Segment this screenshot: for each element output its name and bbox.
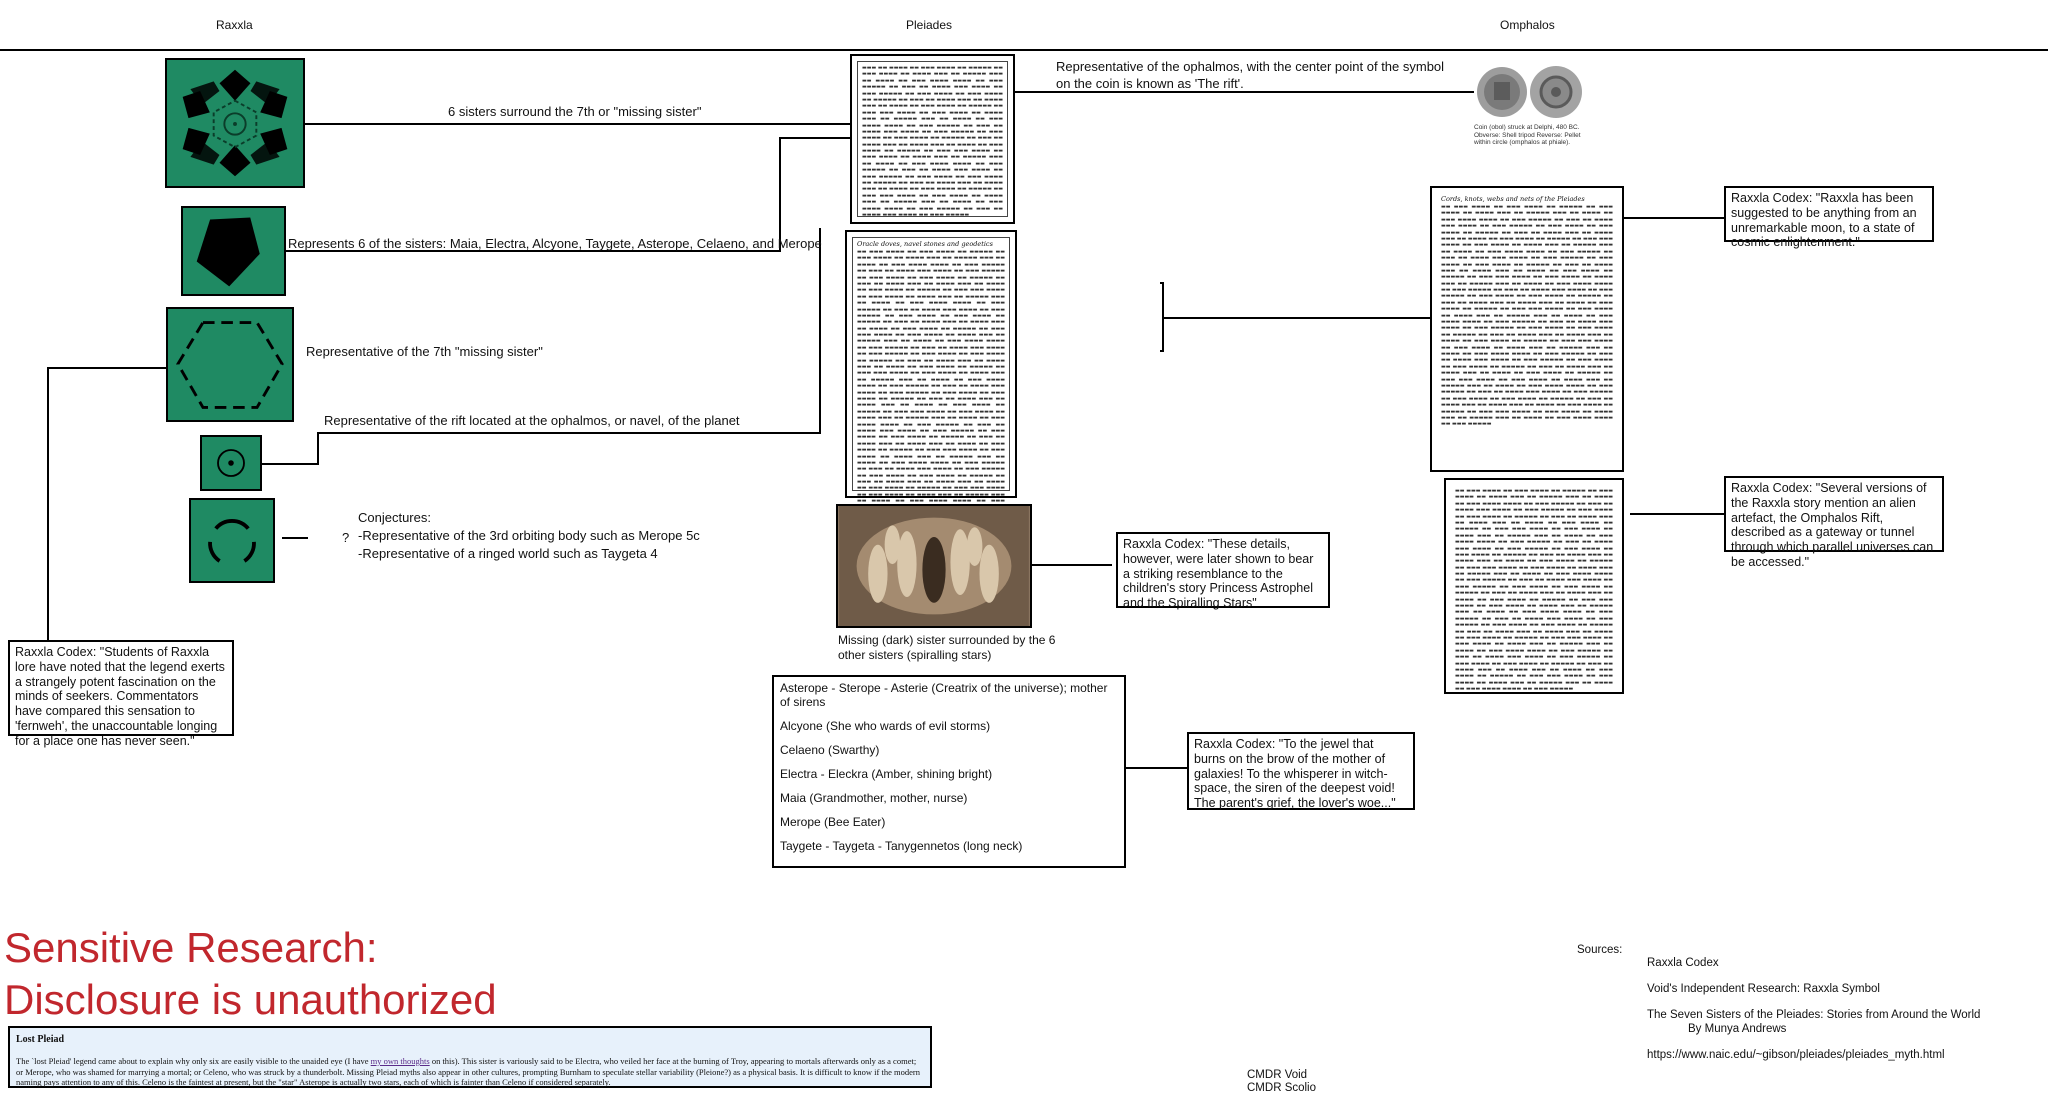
delphi-coin-image bbox=[1474, 62, 1586, 146]
header-raxxla: Raxxla bbox=[216, 18, 253, 32]
conjectures bbox=[358, 509, 700, 563]
source-item: Raxxla Codex bbox=[1647, 957, 1719, 969]
sister-name: Celaeno (Swarthy) bbox=[780, 743, 880, 757]
lost-pleiad-body bbox=[16, 1056, 924, 1088]
label-represents-six: Represents 6 of the sisters: Maia, Electra, Alcyone, Taygete, Asterope, Celaeno, and Merope bbox=[288, 236, 822, 251]
sister-names-list bbox=[772, 675, 1126, 868]
legends-text-body: ▬▬ ▬▬▬ ▬▬▬▬ ▬▬ ▬▬▬ ▬▬▬▬ ▬▬ ▬▬▬▬▬ ▬▬ ▬▬▬ ▬▬▬▬ ▬▬ ▬▬▬▬ ▬▬▬ ▬▬ ▬▬▬▬▬ ▬▬▬ ▬▬ ▬▬▬▬ ▬▬ ▬▬▬ ▬▬▬▬ ▬▬▬▬ ▬▬ ▬▬▬ ▬▬▬▬▬ ▬▬ ▬▬▬ ▬▬ ▬▬▬▬ ▬▬▬ ▬▬▬▬ ▬▬ ▬▬▬ ▬▬▬▬▬ ▬▬ ▬▬▬ ▬▬▬▬ ▬▬ ▬▬▬ ▬▬▬▬ ▬▬ ▬▬▬▬▬ ▬▬ ▬▬▬ ▬▬ ▬▬▬▬ ▬▬▬ ▬▬ ▬▬▬▬ ▬▬▬ ▬▬ ▬▬▬▬ ▬▬ ▬▬▬ ▬▬▬▬ ▬▬ ▬▬▬▬▬ ▬▬ ▬▬▬ ▬▬▬ ▬▬▬▬ ▬▬ ▬▬▬ ▬▬▬▬ ▬▬ ▬▬▬▬ ▬▬▬ ▬▬ ▬▬▬▬▬ ▬▬▬ ▬▬ ▬▬▬▬ ▬▬ ▬▬▬ ▬▬▬▬ ▬▬▬▬ ▬▬ ▬▬▬ ▬▬▬▬▬ ▬▬ ▬▬▬ ▬▬ ▬▬▬▬ ▬▬▬ ▬▬▬▬ ▬▬ ▬▬▬ ▬▬▬▬▬ ▬▬ ▬▬▬ ▬▬▬▬ ▬▬ ▬▬▬ ▬▬▬▬ ▬▬ ▬▬▬▬▬ ▬▬ ▬▬▬ ▬▬ ▬▬▬▬ ▬▬▬ ▬▬ ▬▬▬▬ ▬▬▬ ▬▬ ▬▬▬▬ ▬▬ ▬▬▬ ▬▬▬▬ ▬▬ ▬▬▬▬▬ ▬▬ ▬▬▬ ▬▬▬ ▬▬▬▬ ▬▬ ▬▬▬ ▬▬▬▬ ▬▬ ▬▬▬▬ ▬▬▬ ▬▬ ▬▬▬▬▬ ▬▬▬ ▬▬ ▬▬▬▬ ▬▬ ▬▬▬ ▬▬▬▬ ▬▬▬▬ ▬▬ ▬▬▬ ▬▬▬▬▬ ▬▬ ▬▬▬ ▬▬ ▬▬▬▬ ▬▬▬ ▬▬▬▬ ▬▬ ▬▬▬ ▬▬▬▬▬ ▬▬ ▬▬▬ ▬▬▬▬ ▬▬ ▬▬▬ ▬▬▬▬ ▬▬ ▬▬▬▬▬ ▬▬ ▬▬▬ ▬▬ ▬▬▬▬ ▬▬▬ ▬▬ ▬▬▬▬ ▬▬▬ ▬▬ ▬▬▬▬ ▬▬ ▬▬▬ ▬▬▬▬ ▬▬ ▬▬▬▬▬ ▬▬ ▬▬▬ ▬▬▬ ▬▬▬▬ ▬▬ ▬▬▬ ▬▬▬▬ ▬▬ ▬▬▬▬ ▬▬▬ ▬▬ ▬▬▬▬▬ ▬▬▬ ▬▬ ▬▬▬▬ ▬▬ ▬▬▬ ▬▬▬▬ ▬▬▬▬ ▬▬ ▬▬▬ ▬▬▬▬▬ ▬▬ ▬▬▬ ▬▬ ▬▬▬▬ ▬▬▬ ▬▬▬▬ ▬▬ ▬▬▬ ▬▬▬▬▬ ▬▬ ▬▬▬ ▬▬▬▬ ▬▬ ▬▬▬ ▬▬▬▬ ▬▬ ▬▬▬▬▬ ▬▬ ▬▬▬ ▬▬ ▬▬▬▬ ▬▬▬ ▬▬ ▬▬▬▬ ▬▬▬ ▬▬ ▬▬▬▬ ▬▬ ▬▬▬ ▬▬▬▬ ▬▬ ▬▬▬▬▬ ▬▬ ▬▬▬ ▬▬▬ ▬▬▬▬ ▬▬ ▬▬▬ ▬▬▬▬ ▬▬ ▬▬▬▬ ▬▬▬ ▬▬ ▬▬▬▬▬ ▬▬▬ ▬▬ ▬▬▬▬ ▬▬ ▬▬▬ ▬▬▬▬ ▬▬▬▬ ▬▬ ▬▬▬ ▬▬▬▬▬ ▬▬ ▬▬▬ ▬▬ ▬▬▬▬ ▬▬▬ ▬▬▬▬ ▬▬ ▬▬▬ ▬▬▬▬▬ ▬▬ ▬▬▬ ▬▬▬▬ ▬▬ ▬▬▬ ▬▬▬▬ ▬▬ ▬▬▬▬▬ ▬▬ ▬▬▬ ▬▬ ▬▬▬▬ ▬▬▬ ▬▬ ▬▬▬▬ ▬▬▬ ▬▬ ▬▬▬▬ ▬▬ ▬▬▬ ▬▬▬▬ ▬▬ ▬▬▬▬▬ ▬▬ ▬▬▬ ▬▬▬ ▬▬▬▬ ▬▬ ▬▬▬ ▬▬▬▬ ▬▬ ▬▬▬▬ ▬▬▬ ▬▬ ▬▬▬▬▬ ▬▬▬ ▬▬ ▬▬▬▬ ▬▬ ▬▬▬ ▬▬▬▬ ▬▬▬▬ ▬▬ ▬▬▬ ▬▬▬▬▬ bbox=[1455, 488, 1613, 693]
pentagon-symbol bbox=[181, 206, 286, 296]
codex-astrophel-box: Raxxla Codex: "These details, however, were later shown to bear a striking resemblance to the children's story Princess Astrophel and the Spiralling Stars" bbox=[1116, 532, 1330, 608]
warning-line-2: Disclosure is unauthorized bbox=[4, 976, 497, 1023]
oracle-text-body: ▬▬ ▬▬▬ ▬▬▬▬ ▬▬ ▬▬▬ ▬▬▬▬ ▬▬ ▬▬▬▬▬ ▬▬ ▬▬▬ ▬▬▬▬ ▬▬ ▬▬▬▬ ▬▬▬ ▬▬ ▬▬▬▬▬ ▬▬▬ ▬▬ ▬▬▬▬ ▬▬ ▬▬▬ ▬▬▬▬ ▬▬▬▬ ▬▬ ▬▬▬ ▬▬▬▬▬ ▬▬ ▬▬▬ ▬▬ ▬▬▬▬ ▬▬▬ ▬▬▬▬ ▬▬ ▬▬▬ ▬▬▬▬▬ ▬▬ ▬▬▬ ▬▬▬▬ ▬▬ ▬▬▬ ▬▬▬▬ ▬▬ ▬▬▬▬▬ ▬▬ ▬▬▬ ▬▬ ▬▬▬▬ ▬▬▬ ▬▬ ▬▬▬▬ ▬▬▬ ▬▬ ▬▬▬▬ ▬▬ ▬▬▬ ▬▬▬▬ ▬▬ ▬▬▬▬▬ ▬▬ ▬▬▬ ▬▬▬ ▬▬▬▬ ▬▬ ▬▬▬ ▬▬▬▬ ▬▬ ▬▬▬▬ ▬▬▬ ▬▬ ▬▬▬▬▬ ▬▬▬ ▬▬ ▬▬▬▬ ▬▬ ▬▬▬ ▬▬▬▬ ▬▬▬▬ ▬▬ ▬▬▬ ▬▬▬▬▬ ▬▬ ▬▬▬ ▬▬ ▬▬▬▬ ▬▬▬ ▬▬▬▬ ▬▬ ▬▬▬ ▬▬▬▬▬ ▬▬ ▬▬▬ ▬▬▬▬ ▬▬ ▬▬▬ ▬▬▬▬ ▬▬ ▬▬▬▬▬ ▬▬ ▬▬▬ ▬▬ ▬▬▬▬ ▬▬▬ ▬▬ ▬▬▬▬ ▬▬▬ ▬▬ ▬▬▬▬ ▬▬ ▬▬▬ ▬▬▬▬ ▬▬ ▬▬▬▬▬ ▬▬ ▬▬▬ ▬▬▬ ▬▬▬▬ ▬▬ ▬▬▬ ▬▬▬▬ ▬▬ ▬▬▬▬ ▬▬▬ ▬▬ ▬▬▬▬▬ ▬▬▬ ▬▬ ▬▬▬▬ ▬▬ ▬▬▬ ▬▬▬▬ ▬▬▬▬ ▬▬ ▬▬▬ ▬▬▬▬▬ ▬▬ ▬▬▬ ▬▬ ▬▬▬▬ ▬▬▬ ▬▬▬▬ ▬▬ ▬▬▬ ▬▬▬▬▬ ▬▬ ▬▬▬ ▬▬▬▬ ▬▬ ▬▬▬ ▬▬▬▬ ▬▬ ▬▬▬▬▬ ▬▬ ▬▬▬ ▬▬ ▬▬▬▬ ▬▬▬ ▬▬ ▬▬▬▬ ▬▬▬ ▬▬ ▬▬▬▬ ▬▬ ▬▬▬ ▬▬▬▬ ▬▬ ▬▬▬▬▬ ▬▬ ▬▬▬ ▬▬▬ ▬▬▬▬ ▬▬ ▬▬▬ ▬▬▬▬ ▬▬ ▬▬▬▬ ▬▬▬ ▬▬ ▬▬▬▬▬ ▬▬▬ ▬▬ ▬▬▬▬ ▬▬ ▬▬▬ ▬▬▬▬ ▬▬▬▬ ▬▬ ▬▬▬ ▬▬▬▬▬ ▬▬ ▬▬▬ ▬▬ ▬▬▬▬ ▬▬▬ ▬▬▬▬ ▬▬ ▬▬▬ ▬▬▬▬▬ ▬▬ ▬▬▬ ▬▬▬▬ ▬▬ ▬▬▬ ▬▬▬▬ ▬▬ ▬▬▬▬▬ ▬▬ ▬▬▬ ▬▬ ▬▬▬▬ ▬▬▬ ▬▬ ▬▬▬▬ ▬▬▬ ▬▬ ▬▬▬▬ ▬▬ ▬▬▬ ▬▬▬▬ ▬▬ ▬▬▬▬▬ ▬▬ ▬▬▬ ▬▬▬ ▬▬▬▬ ▬▬ ▬▬▬ ▬▬▬▬ ▬▬ ▬▬▬▬ ▬▬▬ ▬▬ ▬▬▬▬▬ ▬▬▬ ▬▬ ▬▬▬▬ ▬▬ ▬▬▬ ▬▬▬▬ ▬▬▬▬ ▬▬ ▬▬▬ ▬▬▬▬▬ ▬▬ ▬▬▬ ▬▬ ▬▬▬▬ ▬▬▬ ▬▬▬▬ ▬▬ ▬▬▬ ▬▬▬▬▬ ▬▬ ▬▬▬ ▬▬▬▬ ▬▬ ▬▬▬ ▬▬▬▬ ▬▬ ▬▬▬▬▬ ▬▬ ▬▬▬ ▬▬ ▬▬▬▬ ▬▬▬ ▬▬ ▬▬▬▬ ▬▬▬ ▬▬ ▬▬▬▬ ▬▬ ▬▬▬ ▬▬▬▬ ▬▬ ▬▬▬▬▬ ▬▬ ▬▬▬ ▬▬▬ ▬▬▬▬ ▬▬ ▬▬▬ ▬▬▬▬ ▬▬ ▬▬▬▬ ▬▬▬ ▬▬ ▬▬▬▬▬ ▬▬▬ ▬▬ ▬▬▬▬ ▬▬ ▬▬▬ ▬▬▬▬ ▬▬▬▬ ▬▬ ▬▬▬ ▬▬▬▬▬ ▬▬ ▬▬▬ ▬▬ ▬▬▬▬ ▬▬▬ ▬▬▬▬ ▬▬ ▬▬▬ ▬▬▬▬▬ ▬▬ ▬▬▬ ▬▬▬▬ ▬▬ ▬▬▬ ▬▬▬▬ ▬▬ ▬▬▬▬▬ ▬▬ ▬▬▬ ▬▬ ▬▬▬▬ ▬▬▬ ▬▬ ▬▬▬▬ ▬▬▬ ▬▬ ▬▬▬▬ ▬▬ ▬▬▬ ▬▬▬▬ ▬▬ ▬▬▬▬▬ ▬▬ ▬▬▬ ▬▬▬ ▬▬▬▬ ▬▬ ▬▬▬ ▬▬▬▬ ▬▬ ▬▬▬▬ ▬▬▬ ▬▬ ▬▬▬▬▬ ▬▬▬ ▬▬ ▬▬▬▬ ▬▬ ▬▬▬ ▬▬▬▬ ▬▬▬▬ ▬▬ ▬▬▬ bbox=[857, 249, 1005, 505]
lost-pleiad-box bbox=[8, 1026, 932, 1088]
conjectures-title: Conjectures: bbox=[358, 510, 431, 525]
sources-label: Sources: bbox=[1577, 944, 1623, 956]
source-item: By Munya Andrews bbox=[1688, 1023, 1787, 1035]
oracle-text-scan bbox=[845, 230, 1017, 505]
sister-name: Taygete - Taygeta - Tanygennetos (long neck) bbox=[780, 839, 1023, 853]
sister-name: Maia (Grandmother, mother, nurse) bbox=[780, 791, 968, 805]
sister-name: Alcyone (She who wards of evil storms) bbox=[780, 719, 991, 733]
source-item: Void's Independent Research: Raxxla Symbol bbox=[1647, 983, 1880, 995]
my-own-thoughts-link[interactable]: my own thoughts bbox=[370, 1056, 430, 1066]
label-rift: Representative of the rift located at the ophalmos, or navel, of the planet bbox=[324, 413, 740, 428]
cords-text-scan bbox=[1430, 186, 1624, 472]
codex-moon-box: Raxxla Codex: "Raxxla has been suggested to be anything from an unremarkable moon, to a state of cosmic enlightenment." bbox=[1724, 186, 1934, 242]
lost-pleiad-title: Lost Pleiad bbox=[16, 1034, 65, 1045]
header-pleiades: Pleiades bbox=[906, 18, 953, 32]
cords-text-body: ▬▬ ▬▬▬ ▬▬▬▬ ▬▬ ▬▬▬ ▬▬▬▬ ▬▬ ▬▬▬▬▬ ▬▬ ▬▬▬ ▬▬▬▬ ▬▬ ▬▬▬▬ ▬▬▬ ▬▬ ▬▬▬▬▬ ▬▬▬ ▬▬ ▬▬▬▬ ▬▬ ▬▬▬ ▬▬▬▬ ▬▬▬▬ ▬▬ ▬▬▬ ▬▬▬▬▬ ▬▬ ▬▬▬ ▬▬ ▬▬▬▬ ▬▬▬ ▬▬▬▬ ▬▬ ▬▬▬ ▬▬▬▬▬ ▬▬ ▬▬▬ ▬▬▬▬ ▬▬ ▬▬▬ ▬▬▬▬ ▬▬ ▬▬▬▬▬ ▬▬ ▬▬▬ ▬▬ ▬▬▬▬ ▬▬▬ ▬▬ ▬▬▬▬ ▬▬▬ ▬▬ ▬▬▬▬ ▬▬ ▬▬▬ ▬▬▬▬ ▬▬ ▬▬▬▬▬ ▬▬ ▬▬▬ ▬▬▬ ▬▬▬▬ ▬▬ ▬▬▬ ▬▬▬▬ ▬▬ ▬▬▬▬ ▬▬▬ ▬▬ ▬▬▬▬▬ ▬▬▬ ▬▬ ▬▬▬▬ ▬▬ ▬▬▬ ▬▬▬▬ ▬▬▬▬ ▬▬ ▬▬▬ ▬▬▬▬▬ ▬▬ ▬▬▬ ▬▬ ▬▬▬▬ ▬▬▬ ▬▬▬▬ ▬▬ ▬▬▬ ▬▬▬▬▬ ▬▬ ▬▬▬ ▬▬▬▬ ▬▬ ▬▬▬ ▬▬▬▬ ▬▬ ▬▬▬▬▬ ▬▬ ▬▬▬ ▬▬ ▬▬▬▬ ▬▬▬ ▬▬ ▬▬▬▬ ▬▬▬ ▬▬ ▬▬▬▬ ▬▬ ▬▬▬ ▬▬▬▬ ▬▬ ▬▬▬▬▬ ▬▬ ▬▬▬ ▬▬▬ ▬▬▬▬ ▬▬ ▬▬▬ ▬▬▬▬ ▬▬ ▬▬▬▬ ▬▬▬ ▬▬ ▬▬▬▬▬ ▬▬▬ ▬▬ ▬▬▬▬ ▬▬ ▬▬▬ ▬▬▬▬ ▬▬▬▬ ▬▬ ▬▬▬ ▬▬▬▬▬ ▬▬ ▬▬▬ ▬▬ ▬▬▬▬ ▬▬▬ ▬▬▬▬ ▬▬ ▬▬▬ ▬▬▬▬▬ ▬▬ ▬▬▬ ▬▬▬▬ ▬▬ ▬▬▬ ▬▬▬▬ ▬▬ ▬▬▬▬▬ ▬▬ ▬▬▬ ▬▬ ▬▬▬▬ ▬▬▬ ▬▬ ▬▬▬▬ ▬▬▬ ▬▬ ▬▬▬▬ ▬▬ ▬▬▬ ▬▬▬▬ ▬▬ ▬▬▬▬▬ ▬▬ ▬▬▬ ▬▬▬ ▬▬▬▬ ▬▬ ▬▬▬ ▬▬▬▬ ▬▬ ▬▬▬▬ ▬▬▬ ▬▬ ▬▬▬▬▬ ▬▬▬ ▬▬ ▬▬▬▬ ▬▬ ▬▬▬ ▬▬▬▬ ▬▬▬▬ ▬▬ ▬▬▬ ▬▬▬▬▬ ▬▬ ▬▬▬ ▬▬ ▬▬▬▬ ▬▬▬ ▬▬▬▬ ▬▬ ▬▬▬ ▬▬▬▬▬ ▬▬ ▬▬▬ ▬▬▬▬ ▬▬ ▬▬▬ ▬▬▬▬ ▬▬ ▬▬▬▬▬ ▬▬ ▬▬▬ ▬▬ ▬▬▬▬ ▬▬▬ ▬▬ ▬▬▬▬ ▬▬▬ ▬▬ ▬▬▬▬ ▬▬ ▬▬▬ ▬▬▬▬ ▬▬ ▬▬▬▬▬ ▬▬ ▬▬▬ ▬▬▬ ▬▬▬▬ ▬▬ ▬▬▬ ▬▬▬▬ ▬▬ ▬▬▬▬ ▬▬▬ ▬▬ ▬▬▬▬▬ ▬▬▬ ▬▬ ▬▬▬▬ ▬▬ ▬▬▬ ▬▬▬▬ ▬▬▬▬ ▬▬ ▬▬▬ ▬▬▬▬▬ ▬▬ ▬▬▬ ▬▬ ▬▬▬▬ ▬▬▬ ▬▬▬▬ ▬▬ ▬▬▬ ▬▬▬▬▬ ▬▬ ▬▬▬ ▬▬▬▬ ▬▬ ▬▬▬ ▬▬▬▬ ▬▬ ▬▬▬▬▬ ▬▬ ▬▬▬ ▬▬ ▬▬▬▬ ▬▬▬ ▬▬ ▬▬▬▬ ▬▬▬ ▬▬ ▬▬▬▬ ▬▬ ▬▬▬ ▬▬▬▬ ▬▬ ▬▬▬▬▬ ▬▬ ▬▬▬ ▬▬▬ ▬▬▬▬ ▬▬ ▬▬▬ ▬▬▬▬ ▬▬ ▬▬▬▬ ▬▬▬ ▬▬ ▬▬▬▬▬ ▬▬▬ ▬▬ ▬▬▬▬ ▬▬ ▬▬▬ ▬▬▬▬ ▬▬▬▬ ▬▬ ▬▬▬ ▬▬▬▬▬ ▬▬ ▬▬▬ ▬▬ ▬▬▬▬ ▬▬▬ ▬▬▬▬ ▬▬ ▬▬▬ ▬▬▬▬▬ ▬▬ ▬▬▬ ▬▬▬▬ ▬▬ ▬▬▬ ▬▬▬▬ ▬▬ ▬▬▬▬▬ ▬▬ ▬▬▬ ▬▬ ▬▬▬▬ ▬▬▬ ▬▬ ▬▬▬▬ ▬▬▬ ▬▬ ▬▬▬▬ ▬▬ ▬▬▬ ▬▬▬▬ ▬▬ ▬▬▬▬▬ ▬▬ ▬▬▬ ▬▬▬ ▬▬▬▬ ▬▬ ▬▬▬ ▬▬▬▬ ▬▬ ▬▬▬▬ ▬▬▬ ▬▬ ▬▬▬▬▬ ▬▬▬ ▬▬ ▬▬▬▬ ▬▬ ▬▬▬ ▬▬▬▬ ▬▬▬▬ ▬▬ ▬▬▬ ▬▬▬▬▬ bbox=[1441, 204, 1613, 428]
codex-fernweh-box: Raxxla Codex: "Students of Raxxla lore have noted that the legend exerts a strangely potent fascination on the minds of seekers. Commentators have compared this sensation to 'fernweh', the unaccountable longing for a place one has never seen." bbox=[8, 640, 234, 736]
painting-caption: Missing (dark) sister surrounded by the 6 other sisters (spiralling stars) bbox=[838, 633, 1056, 662]
label-seventh-sister: Representative of the 7th "missing sister" bbox=[306, 344, 543, 359]
lost-pleiad-text-b: on this). This sister is variously said to be Electra, who veiled her face at the burning of Troy, appearing to mortals afterwards only as a comet; or Merope, who was shamed for marrying a mortal; or Celeno, who was struck by a thunderbolt. Missing Pleiad myths also appear in other cultures, prompting Burnham to speculate stellar variability (Pleione?) as a physical basis. It is difficult to know if the modern naming pays attention to any of this. Celeno is the faintest at present, but the "star" Asterope is actually two stars, each of which is fainter than Celeno if considered separately. bbox=[16, 1056, 920, 1088]
sister-name: Asterope - Sterope - Asterie (Creatrix of the universe); mother of sirens bbox=[780, 681, 1108, 709]
dashed-hexagon-symbol bbox=[166, 307, 294, 422]
lost-pleiad-text-a: The `lost Pleiad' legend came about to explain why only six are easily visible to the unaided eye (I have bbox=[16, 1056, 371, 1066]
label-six-sisters: 6 sisters surround the 7th or "missing sister" bbox=[448, 104, 702, 119]
source-url[interactable]: https://www.naic.edu/~gibson/pleiades/pleiades_myth.html bbox=[1647, 1049, 1945, 1061]
author-scolio: CMDR Scolio bbox=[1247, 1082, 1317, 1094]
author-void: CMDR Void bbox=[1247, 1069, 1308, 1081]
conjecture-2: -Representative of a ringed world such as Taygeta 4 bbox=[358, 546, 658, 561]
coin-caption: Coin (obol) struck at Delphi, 480 BC. Obverse: Shell tripod Reverse: Pellet within circle (omphalos at phiale). bbox=[1474, 124, 1581, 146]
oracle-scan-title: Oracle doves, navel stones and geodetics bbox=[857, 240, 993, 248]
sister-name: Merope (Bee Eater) bbox=[780, 815, 886, 829]
source-item: The Seven Sisters of the Pleiades: Stories from Around the World bbox=[1647, 1009, 1981, 1021]
conjecture-1: -Representative of the 3rd orbiting body such as Merope 5c bbox=[358, 528, 700, 543]
circle-dot-symbol bbox=[200, 435, 262, 491]
label-question: ? bbox=[342, 530, 350, 545]
warning-line-1: Sensitive Research: bbox=[4, 924, 378, 971]
header-omphalos: Omphalos bbox=[1500, 18, 1555, 32]
honeycomb-text-scan bbox=[850, 54, 1015, 224]
cords-scan-title: Cords, knots, webs and nets of the Pleiades bbox=[1441, 195, 1585, 203]
ring-arcs-symbol bbox=[189, 498, 275, 583]
pleiades-painting bbox=[836, 504, 1032, 628]
codex-artefact-box: Raxxla Codex: "Several versions of the Raxxla story mention an alien artefact, the Omphalos Rift, described as a gateway or tunnel through which parallel universes can be accessed." bbox=[1724, 476, 1944, 552]
sister-name: Electra - Eleckra (Amber, shining bright) bbox=[780, 767, 993, 781]
label-ophalmos-note: Representative of the ophalmos, with the center point of the symbol on the coin is known as 'The rift'. bbox=[1056, 59, 1445, 91]
raxxla-full-symbol bbox=[165, 58, 305, 188]
honeycomb-text-body: ▬▬▬ ▬▬ ▬▬▬▬ ▬▬ ▬▬▬ ▬▬▬▬ ▬▬ ▬▬▬▬▬ ▬▬ ▬▬▬ ▬▬▬▬ ▬▬ ▬▬▬▬ ▬▬▬ ▬▬ ▬▬▬▬▬ ▬▬▬ ▬▬ ▬▬▬▬ ▬▬ ▬▬▬ ▬▬▬▬ ▬▬▬▬ ▬▬ ▬▬▬ ▬▬▬▬▬ ▬▬ ▬▬▬ ▬▬ ▬▬▬▬ ▬▬▬ ▬▬▬▬ ▬▬ ▬▬▬ ▬▬▬▬▬ ▬▬ ▬▬▬ ▬▬▬▬ ▬▬ ▬▬▬ ▬▬▬▬ ▬▬ ▬▬▬▬▬ ▬▬ ▬▬▬ ▬▬ ▬▬▬▬ ▬▬▬ ▬▬ ▬▬▬▬ ▬▬▬ ▬▬ ▬▬▬▬ ▬▬ ▬▬▬ ▬▬▬▬ ▬▬ ▬▬▬▬▬ ▬▬ ▬▬▬ ▬▬▬ ▬▬▬▬ ▬▬ ▬▬▬ ▬▬▬▬ ▬▬ ▬▬▬▬ ▬▬▬ ▬▬ ▬▬▬▬▬ ▬▬▬ ▬▬ ▬▬▬▬ ▬▬ ▬▬▬ ▬▬▬▬ ▬▬▬▬ ▬▬ ▬▬▬ ▬▬▬▬▬ ▬▬ ▬▬▬ ▬▬ ▬▬▬▬ ▬▬▬ ▬▬▬▬ ▬▬ ▬▬▬ ▬▬▬▬▬ ▬▬ ▬▬▬ ▬▬▬▬ ▬▬ ▬▬▬ ▬▬▬▬ ▬▬ ▬▬▬▬▬ ▬▬ ▬▬▬ ▬▬ ▬▬▬▬ ▬▬▬ ▬▬ ▬▬▬▬ ▬▬▬ ▬▬ ▬▬▬▬ ▬▬ ▬▬▬ ▬▬▬▬ ▬▬ ▬▬▬▬▬ ▬▬ ▬▬▬ ▬▬▬ ▬▬▬▬ ▬▬ ▬▬▬ ▬▬▬▬ ▬▬ ▬▬▬▬ ▬▬▬ ▬▬ ▬▬▬▬▬ ▬▬▬ ▬▬ ▬▬▬▬ ▬▬ ▬▬▬ ▬▬▬▬ ▬▬▬▬ ▬▬ ▬▬▬ ▬▬▬▬▬ ▬▬ ▬▬▬ ▬▬ ▬▬▬▬ ▬▬▬ ▬▬▬▬ ▬▬ ▬▬▬ ▬▬▬▬▬ ▬▬ ▬▬▬ ▬▬▬▬ ▬▬ ▬▬▬ ▬▬▬▬ ▬▬ ▬▬▬▬▬ ▬▬ ▬▬▬ ▬▬ ▬▬▬▬ ▬▬▬ ▬▬ ▬▬▬▬ ▬▬▬ ▬▬ ▬▬▬▬ ▬▬ ▬▬▬ ▬▬▬▬ ▬▬ ▬▬▬▬▬ ▬▬ ▬▬▬ ▬▬▬ ▬▬▬▬ ▬▬ ▬▬▬ ▬▬▬▬ ▬▬ ▬▬▬▬ ▬▬▬ ▬▬ ▬▬▬▬▬ ▬▬▬ ▬▬ ▬▬▬▬ ▬▬ ▬▬▬ ▬▬▬▬ ▬▬▬▬ ▬▬ ▬▬▬ ▬▬▬▬▬ ▬▬ ▬▬▬ ▬▬ ▬▬▬▬ ▬▬▬ ▬▬▬▬ ▬▬ ▬▬▬ ▬▬▬▬▬ bbox=[862, 65, 1003, 218]
codex-jewel-box: Raxxla Codex: "To the jewel that burns on the brow of the mother of galaxies! To the whisperer in witch-space, the siren of the deepest void! The parent's grief, the lover's woe..." bbox=[1187, 732, 1415, 810]
legends-text-scan bbox=[1444, 478, 1624, 694]
coin-photo bbox=[1474, 62, 1586, 122]
